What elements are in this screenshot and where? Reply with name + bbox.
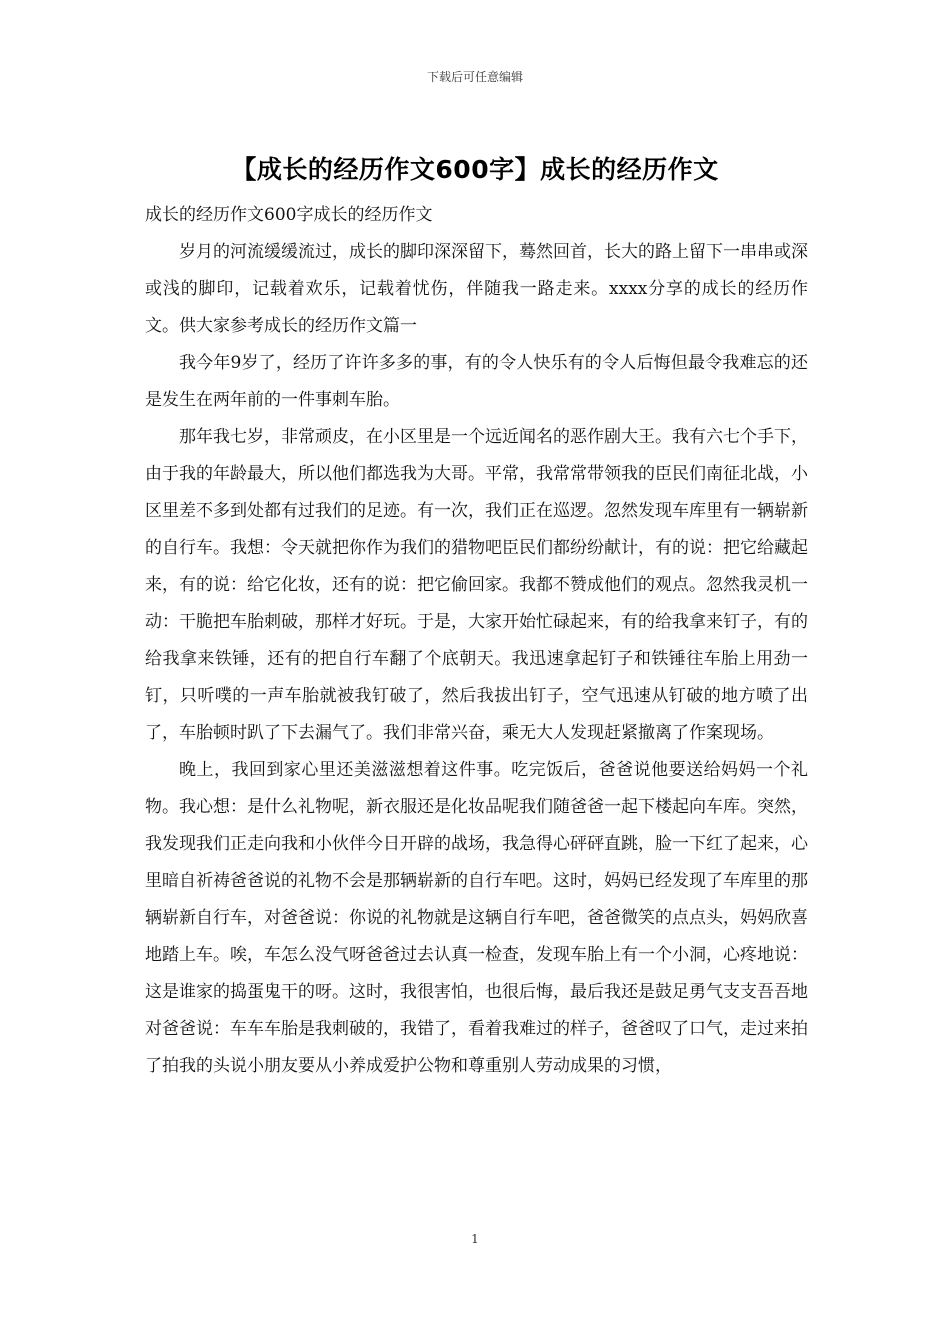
body-paragraph: 晚上，我回到家心里还美滋滋想着这件事。吃完饭后，爸爸说他要送给妈妈一个礼物。我心想：是什么礼物呢，新衣服还是化妆品呢我们随爸爸一起下楼起向车库。突然，我发现我们正走向我和小伙伴今日开辟的战场，我急得心砰砰直跳，脸一下红了起来，心里暗自祈祷爸爸说的礼物不会是那辆崭新的自行车吧。这时，妈妈已经发现了车库里的那辆崭新自行车，对爸爸说：你说的礼物就是这辆自行车吧，爸爸微笑的点点头，妈妈欣喜地踏上车。唉，车怎么没气呀爸爸过去认真一检查，发现车胎上有一个小洞，心疼地说：这是谁家的捣蛋鬼干的呀。这时，我很害怕，也很后悔，最后我还是鼓足勇气支支吾吾地对爸爸说：车车车胎是我刺破的，我错了，看着我难过的样子，爸爸叹了口气，走过来拍了拍我的头说小朋友要从小养成爱护公物和尊重别人劳动成果的习惯， bbox=[145, 760, 808, 1076]
body-paragraph: 我今年9岁了，经历了许许多多的事，有的令人快乐有的令人后悔但最令我难忘的还是发生在两年前的一件事刺车胎。 bbox=[145, 353, 808, 410]
document-title: 【成长的经历作文600字】成长的经历作文 bbox=[231, 155, 719, 184]
header-note: 下载后可任意编辑 bbox=[426, 70, 523, 84]
body-paragraph: 岁月的河流缓缓流过，成长的脚印深深留下，蓦然回首，长大的路上留下一串串或深或浅的脚印，记载着欢乐，记载着忧伤，伴随我一路走来。xxxx分享的成长的经历作文。供大家参考成长的经历作文篇一 bbox=[145, 242, 808, 336]
document-subtitle: 成长的经历作文600字成长的经历作文 bbox=[145, 205, 433, 225]
page-number: 1 bbox=[471, 1232, 479, 1246]
body-paragraph: 那年我七岁，非常顽皮，在小区里是一个远近闻名的恶作剧大王。我有六七个手下，由于我的年龄最大，所以他们都选我为大哥。平常，我常常带领我的臣民们南征北战，小区里差不多到处都有过我们的足迹。有一次，我们正在巡逻。忽然发现车库里有一辆崭新的自行车。我想：令天就把你作为我们的猎物吧臣民们都纷纷献计，有的说：把它给藏起来，有的说：给它化妆，还有的说：把它偷回家。我都不赞成他们的观点。忽然我灵机一动：干脆把车胎刺破，那样才好玩。于是，大家开始忙碌起来，有的给我拿来钉子，有的给我拿来铁锤，还有的把自行车翻了个底朝天。我迅速拿起钉子和铁锤往车胎上用劲一钉，只听噗的一声车胎就被我钉破了，然后我拔出钉子，空气迅速从钉破的地方喷了出了，车胎顿时趴了下去漏气了。我们非常兴奋，乘无大人发现赶紧撤离了作案现场。 bbox=[145, 427, 808, 743]
document-body bbox=[145, 197, 808, 1085]
